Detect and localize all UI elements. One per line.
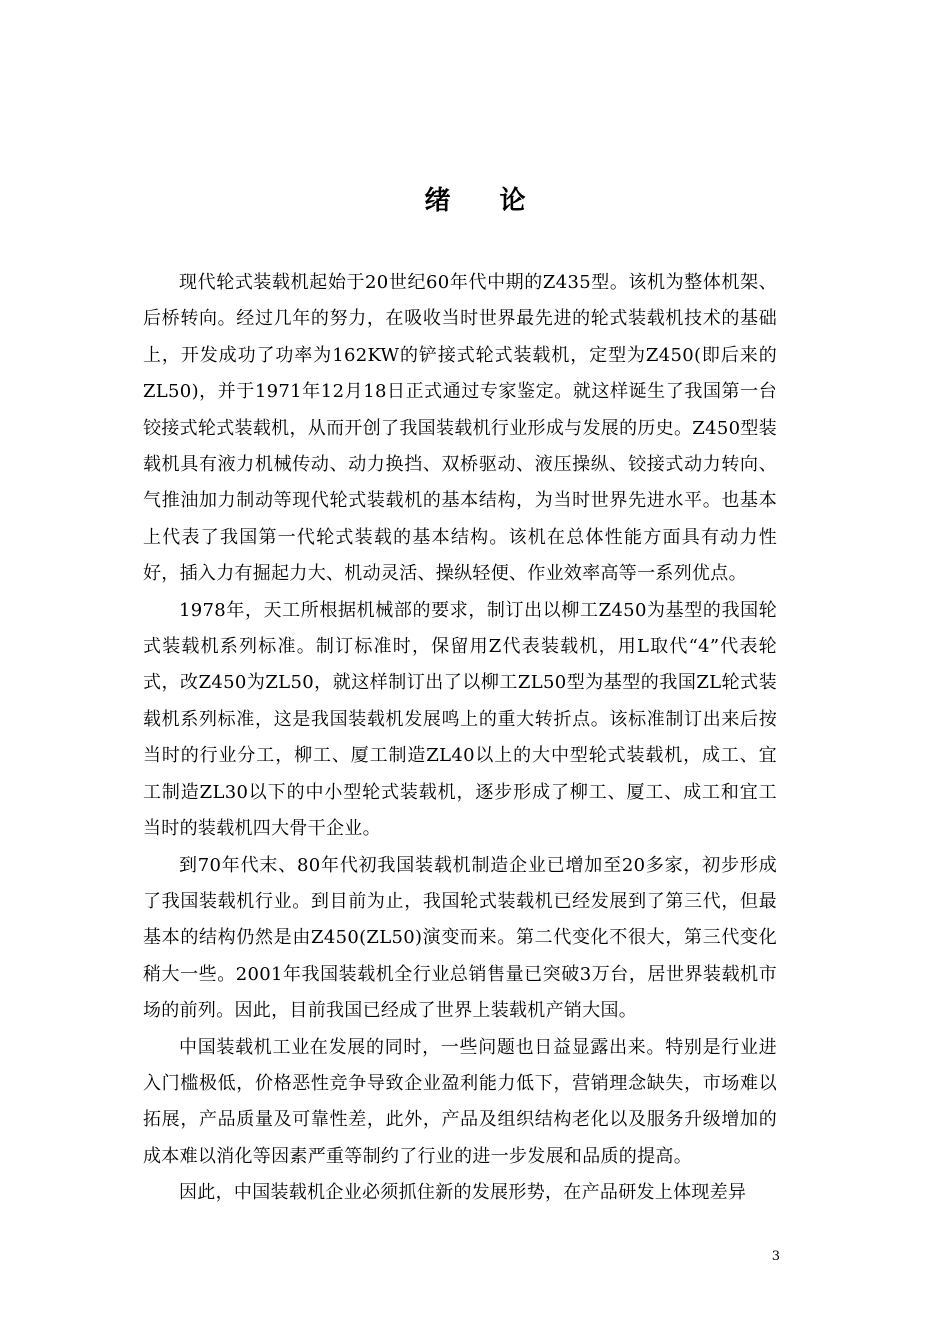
paragraph-5: 因此，中国装载机企业必须抓住新的发展形势，在产品研发上体现差异 <box>179 1182 747 1204</box>
paragraph-3: 到70年代末、80年代初我国装载机制造企业已增加至20多家，初步形成了我国装载机行业。到目前为止，我国轮式装载机已经发展到了第三代，但最基本的结构仍然是由Z450(ZL50)演变而来。第二代变化不很大，第三代变化稍大一些。2001年我国装载机全行业总销售量已突破3万台，居世界装载机市场的前列。因此，目前我国已经成了世界上装载机产销大国。 <box>143 854 777 1022</box>
paragraph-4: 中国装载机工业在发展的同时，一些问题也日益显露出来。特别是行业进入门槛极低，价格恶性竞争导致企业盈利能力低下，营销理念缺失，市场难以拓展，产品质量及可靠性差，此外，产品及组织结构老化以及服务升级增加的成本难以消化等因素严重等制约了行业的进一步发展和品质的提高。 <box>143 1036 777 1167</box>
body-text <box>143 265 777 1212</box>
paragraph-1: 现代轮式装载机起始于20世纪60年代中期的Z435型。该机为整体机架、后桥转向。经过几年的努力，在吸收当时世界最先进的轮式装载机技术的基础上，开发成功了功率为162KW的铲接式轮式装载机，定型为Z450(即后来的ZL50)，并于1971年12月18日正式通过专家鉴定。就这样诞生了我国第一台铰接式轮式装载机，从而开创了我国装载机行业形成与发展的历史。Z450型装载机具有液力机械传动、动力换挡、双桥驱动、液压操纵、铰接式动力转向、气推油加力制动等现代轮式装载机的基本结构，为当时世界先进水平。也基本上代表了我国第一代轮式装载的基本结构。该机在总体性能方面具有动力性好，插入力有掘起力大、机动灵活、操纵轻便、作业效率高等一系列优点。 <box>143 272 777 585</box>
page-title: 绪 论 <box>424 186 546 216</box>
paragraph-2: 1978年，天工所根据机械部的要求，制订出以柳工Z450为基型的我国轮式装载机系列标准。制订标准时，保留用Z代表装载机，用L取代“4”代表轮式，改Z450为ZL50，就这样制订出了以柳工ZL50型为基型的我国ZL轮式装载机系列标准，这是我国装载机发展鸣上的重大转折点。该标准制订出来后按当时的行业分工，柳工、厦工制造ZL40以上的大中型轮式装载机，成工、宜工制造ZL30以下的中小型轮式装载机，逐步形成了柳工、厦工、成工和宜工当时的装载机四大骨干企业。 <box>143 599 777 840</box>
page-number: 3 <box>771 1249 780 1264</box>
